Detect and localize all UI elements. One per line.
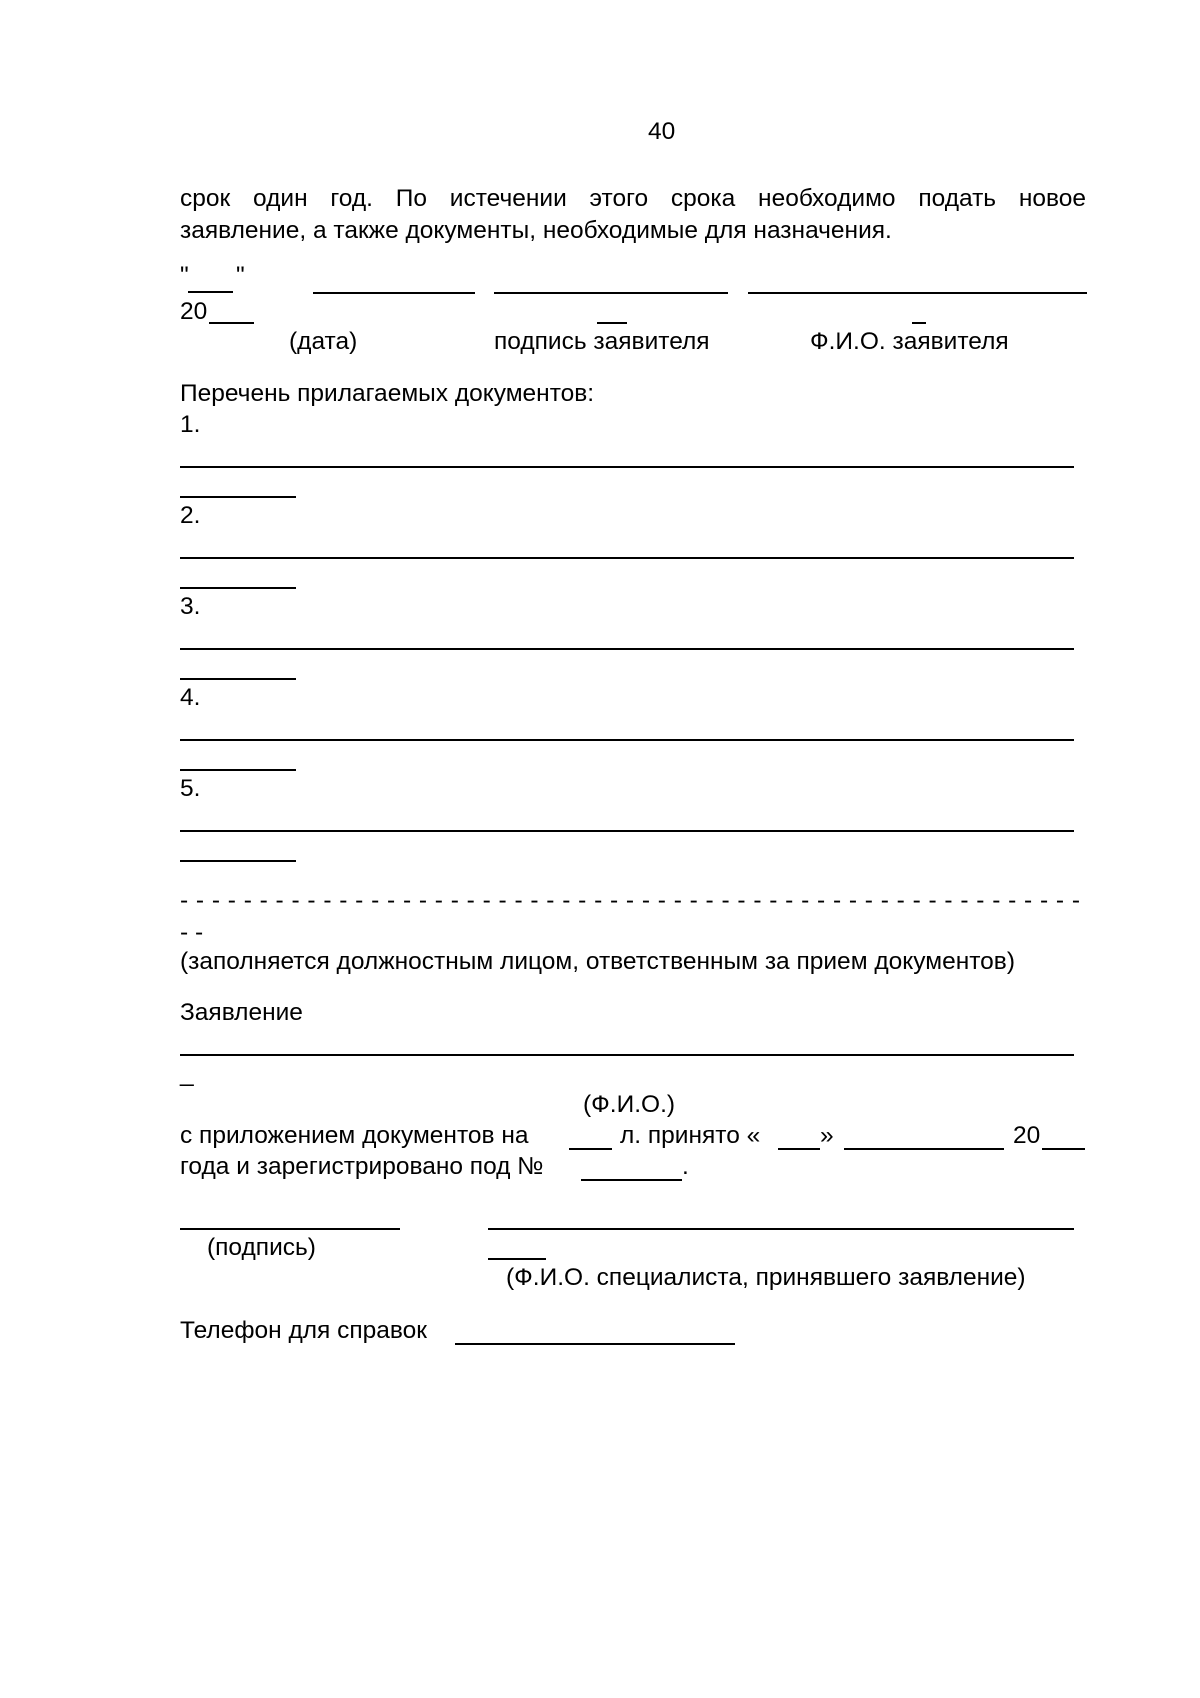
date-quote-open: " (180, 262, 189, 289)
registered-text-part1: года и зарегистрировано под № (180, 1153, 544, 1180)
specialist-fio-label: (Ф.И.О. специалиста, принявшего заявление) (506, 1264, 1026, 1291)
applicant-name-field-line[interactable] (748, 292, 1087, 294)
attach-text-part3: » (820, 1122, 834, 1149)
document-item-number: 2. (180, 502, 201, 529)
specialist-signature-field-line[interactable] (180, 1228, 400, 1230)
document-item-line-tail[interactable] (180, 678, 296, 680)
cut-separator-tail: - - (180, 919, 204, 946)
document-item-number: 4. (180, 684, 201, 711)
applicant-fio-field-line[interactable] (180, 1054, 1074, 1056)
signature-field-line[interactable] (494, 292, 728, 294)
document-item-line[interactable] (180, 830, 1074, 832)
intro-line-2: заявление, а также документы, необходимые для назначения. (180, 217, 892, 244)
year-prefix: 20 (180, 298, 208, 325)
document-item-line[interactable] (180, 739, 1074, 741)
document-item-line[interactable] (180, 466, 1074, 468)
document-item-line[interactable] (180, 557, 1074, 559)
document-item-line-tail[interactable] (180, 587, 296, 589)
document-item-line-tail[interactable] (180, 496, 296, 498)
signature-label: подпись заявителя (494, 328, 710, 355)
registered-text-part2: . (682, 1153, 689, 1180)
specialist-signature-label: (подпись) (207, 1234, 316, 1261)
documents-heading: Перечень прилагаемых документов: (180, 380, 595, 407)
phone-label: Телефон для справок (180, 1317, 427, 1344)
attach-text-part1: с приложением документов на (180, 1122, 529, 1149)
intro-line-1: срок один год. По истечении этого срока необходимо подать новое (180, 185, 1086, 212)
document-item-number: 1. (180, 411, 201, 438)
applicant-fio-dash: _ (180, 1060, 194, 1087)
official-note: (заполняется должностным лицом, ответственным за прием документов) (180, 948, 1015, 975)
applicant-name-field-line-tail (912, 322, 926, 324)
document-item-line-tail[interactable] (180, 860, 296, 862)
attach-text-part2: л. принято « (620, 1122, 761, 1149)
document-item-number: 3. (180, 593, 201, 620)
accept-day-field-line[interactable] (778, 1148, 820, 1150)
page-number: 40 (648, 118, 676, 145)
date-label: (дата) (289, 328, 358, 355)
day-field-line[interactable] (188, 291, 233, 293)
document-item-line[interactable] (180, 648, 1074, 650)
date-field-line[interactable] (313, 292, 475, 294)
signature-field-line-tail (597, 322, 627, 324)
specialist-fio-field-line[interactable] (488, 1228, 1074, 1230)
cut-separator: - - - - - - - - - - - - - - - - - - - - - - - - - - - - - - - - - - - - - - - - - - - - - - - - - - - - - - - - - (180, 887, 1080, 914)
specialist-fio-field-line-tail (488, 1258, 546, 1260)
document-item-line-tail[interactable] (180, 769, 296, 771)
applicant-name-label: Ф.И.О. заявителя (810, 328, 1009, 355)
attach-text-part4: 20 (1013, 1122, 1041, 1149)
phone-field-line[interactable] (455, 1343, 735, 1345)
sheets-count-field-line[interactable] (569, 1148, 612, 1150)
year-field-line[interactable] (209, 322, 254, 324)
application-label: Заявление (180, 999, 303, 1026)
applicant-fio-label: (Ф.И.О.) (583, 1091, 676, 1118)
accept-year-field-line[interactable] (1042, 1148, 1085, 1150)
date-quote-close: " (236, 262, 245, 289)
accept-month-field-line[interactable] (844, 1148, 1004, 1150)
registration-number-field-line[interactable] (581, 1179, 682, 1181)
document-item-number: 5. (180, 775, 201, 802)
